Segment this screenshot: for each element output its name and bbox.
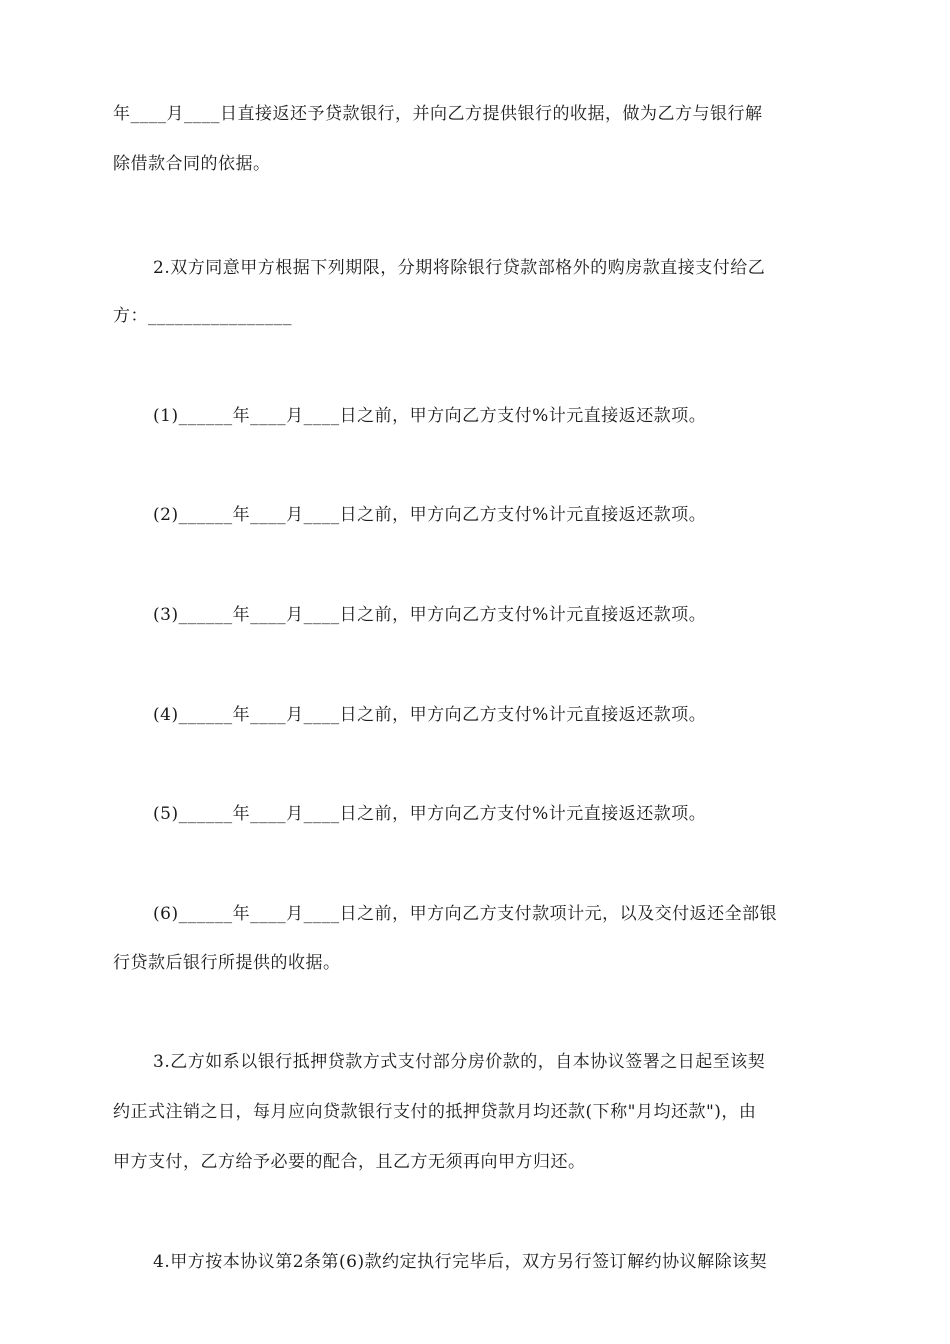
payment-item-2: (2)______年____月____日之前，甲方向乙方支付%计元直接返还款项。: [153, 505, 707, 525]
payment-item-5: (5)______年____月____日之前，甲方向乙方支付%计元直接返还款项。: [153, 804, 707, 824]
payment-item-6-line-2: 行贷款后银行所提供的收据。: [113, 953, 341, 973]
payment-item-4: (4)______年____月____日之前，甲方向乙方支付%计元直接返还款项。: [153, 705, 707, 725]
document-page: [113, 0, 837, 1344]
paragraph-3-line-1: 3.乙方如系以银行抵押贷款方式支付部分房价款的，自本协议签署之日起至该契: [153, 1052, 766, 1072]
paragraph-2-line-1: 2.双方同意甲方根据下列期限，分期将除银行贷款部格外的购房款直接支付给乙: [153, 258, 766, 278]
paragraph-2-line-2: 方：________________: [113, 306, 292, 326]
paragraph-1-line-2: 除借款合同的依据。: [113, 154, 271, 174]
paragraph-1-line-1: 年____月____日直接返还予贷款银行，并向乙方提供银行的收据，做为乙方与银行解: [113, 104, 763, 124]
payment-item-3: (3)______年____月____日之前，甲方向乙方支付%计元直接返还款项。: [153, 605, 707, 625]
payment-item-6-line-1: (6)______年____月____日之前，甲方向乙方支付款项计元，以及交付返还全部银: [153, 904, 778, 924]
paragraph-4-line-1: 4.甲方按本协议第2条第(6)款约定执行完毕后，双方另行签订解约协议解除该契: [153, 1252, 768, 1272]
paragraph-3-line-2: 约正式注销之日，每月应向贷款银行支付的抵押贷款月均还款(下称"月均还款")，由: [113, 1102, 757, 1122]
payment-item-1: (1)______年____月____日之前，甲方向乙方支付%计元直接返还款项。: [153, 406, 707, 426]
paragraph-3-line-3: 甲方支付，乙方给予必要的配合，且乙方无须再向甲方归还。: [113, 1152, 586, 1172]
